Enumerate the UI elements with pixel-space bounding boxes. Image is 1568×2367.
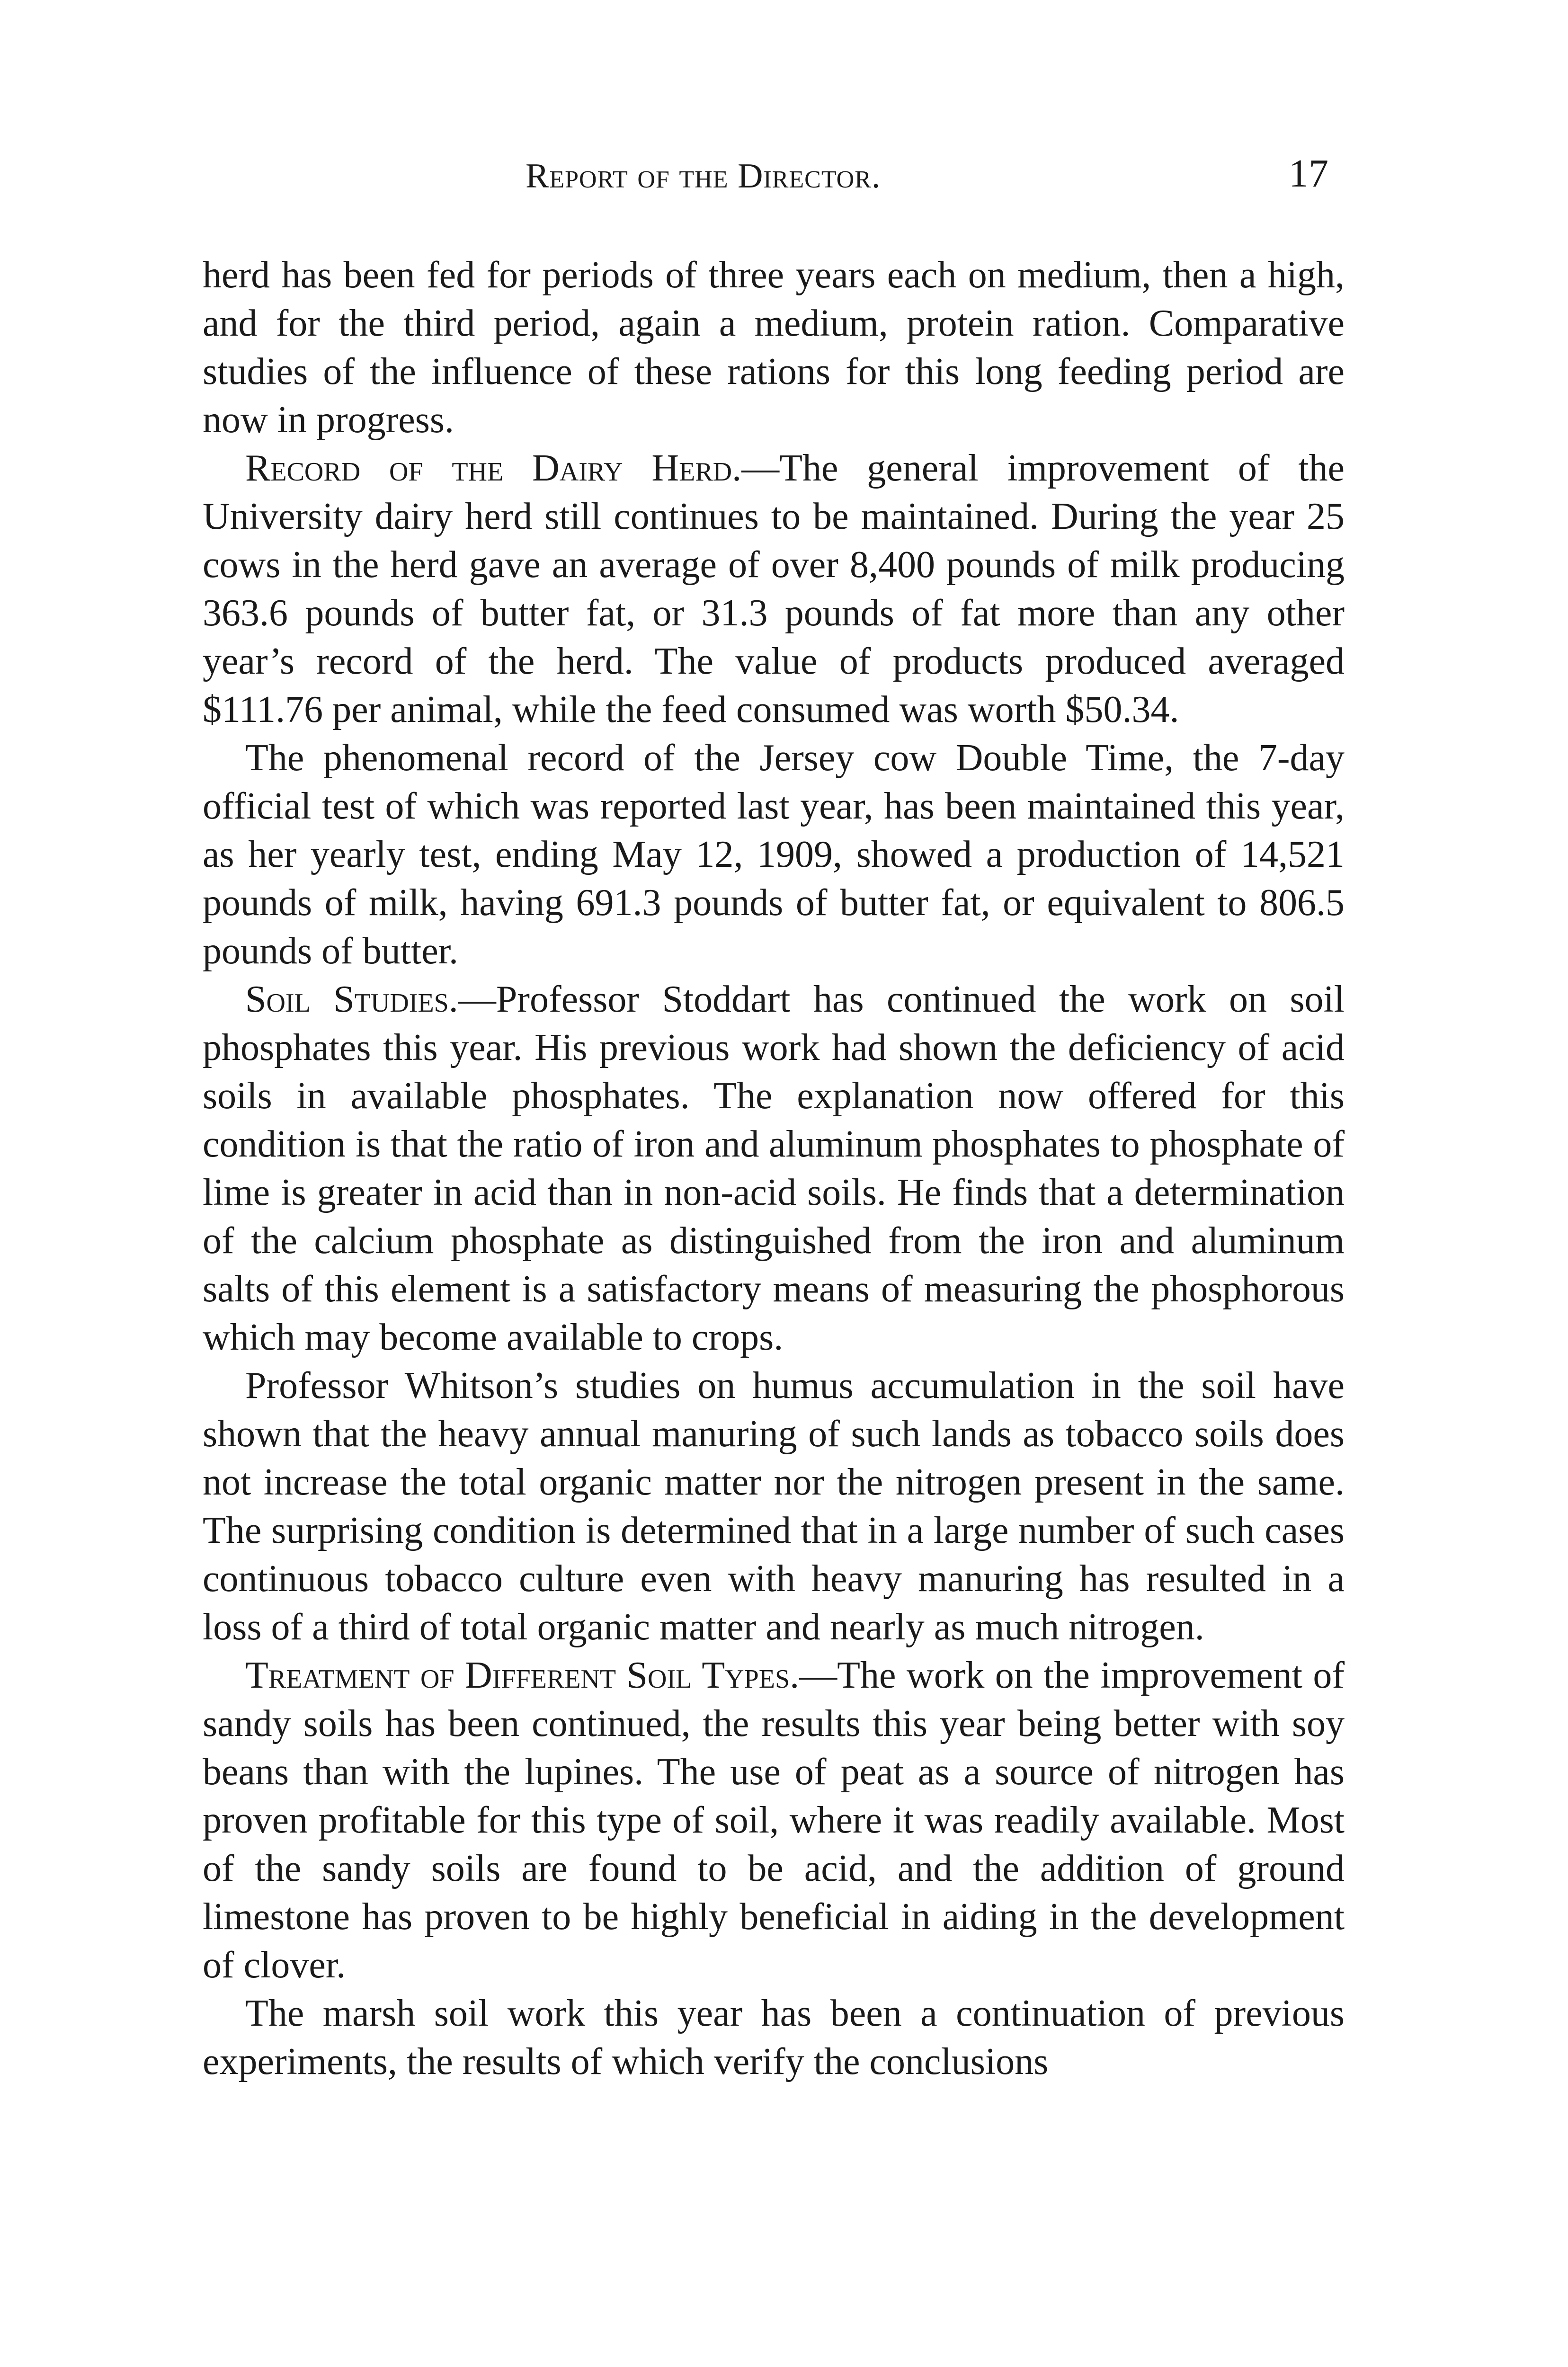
paragraph-text: Professor Whitson’s studies on humus accumulation in the soil have shown that the heavy annual manuring of such lands as tobacco soils does not increase the total organic matter nor the nitrogen present in the same. The surprising condition is determined that in a large number of such cases continuous tobacco culture even with heavy manuring has resulted in a loss of a third of total organic matter and nearly as much nitrogen. <box>203 1365 1345 1648</box>
paragraph-soil-studies <box>203 975 1345 1361</box>
paragraph-herd-feeding <box>203 251 1345 444</box>
paragraph-dairy-herd-record <box>203 444 1345 734</box>
section-heading-dairy-herd: Record of the Dairy Herd. <box>245 447 742 489</box>
paragraph-text: The marsh soil work this year has been a continuation of previous experiments, the results of which verify the conclusions <box>203 1993 1345 2082</box>
page-number: 17 <box>1289 151 1328 196</box>
paragraph-humus-accumulation <box>203 1361 1345 1651</box>
paragraph-marsh-soil <box>203 1989 1345 2086</box>
paragraph-double-time <box>203 734 1345 975</box>
section-heading-soil-types: Treatment of Different Soil Types. <box>245 1655 800 1696</box>
paragraph-soil-types <box>203 1651 1345 1989</box>
paragraph-text: The phenomenal record of the Jersey cow Double Time, the 7-day official test of which was reported last year, has been maintained this year, as her yearly test, ending May 12, 1909, showed a production of 14,521 pounds of milk, having 691.3 pounds of butter fat, or equivalent to 806.5 pounds of butter. <box>203 737 1345 972</box>
paragraph-text: —Professor Stoddart has continued the work on soil phosphates this year. His previous work had shown the deficiency of acid soils in available phosphates. The explanation now offered for this condition is that the ratio of iron and aluminum phosphates to phosphate of lime is greater in acid than in non-acid soils. He finds that a determination of the calcium phosphate as distinguished from the iron and aluminum salts of this element is a satisfactory means of measuring the phosphorous which may become available to crops. <box>203 979 1345 1358</box>
paragraph-text: —The general improvement of the University dairy herd still continues to be maintained. During the year 25 cows in the herd gave an average of over 8,400 pounds of milk producing 363.6 pounds of butter fat, or 31.3 pounds of fat more than any other year’s record of the herd. The value of products produced averaged $111.76 per animal, while the feed consumed was worth $50.34. <box>203 447 1345 730</box>
section-heading-soil-studies: Soil Studies. <box>245 979 458 1020</box>
paragraph-text: herd has been fed for periods of three years each on medium, then a high, and for the third period, again a medium, protein ration. Comparative studies of the influence of these rations for this long feeding period are now in progress. <box>203 254 1345 441</box>
paragraph-text: —The work on the improvement of sandy soils has been continued, the results this year being better with soy beans than with the lupines. The use of peat as a source of nitrogen has proven profitable for this type of soil, where it was readily available. Most of the sandy soils are found to be acid, and the addition of ground limestone has proven to be highly beneficial in aiding in the development of clover. <box>203 1655 1345 1986</box>
body-text <box>203 251 1345 2086</box>
running-title: Report of the Director. <box>526 157 881 196</box>
